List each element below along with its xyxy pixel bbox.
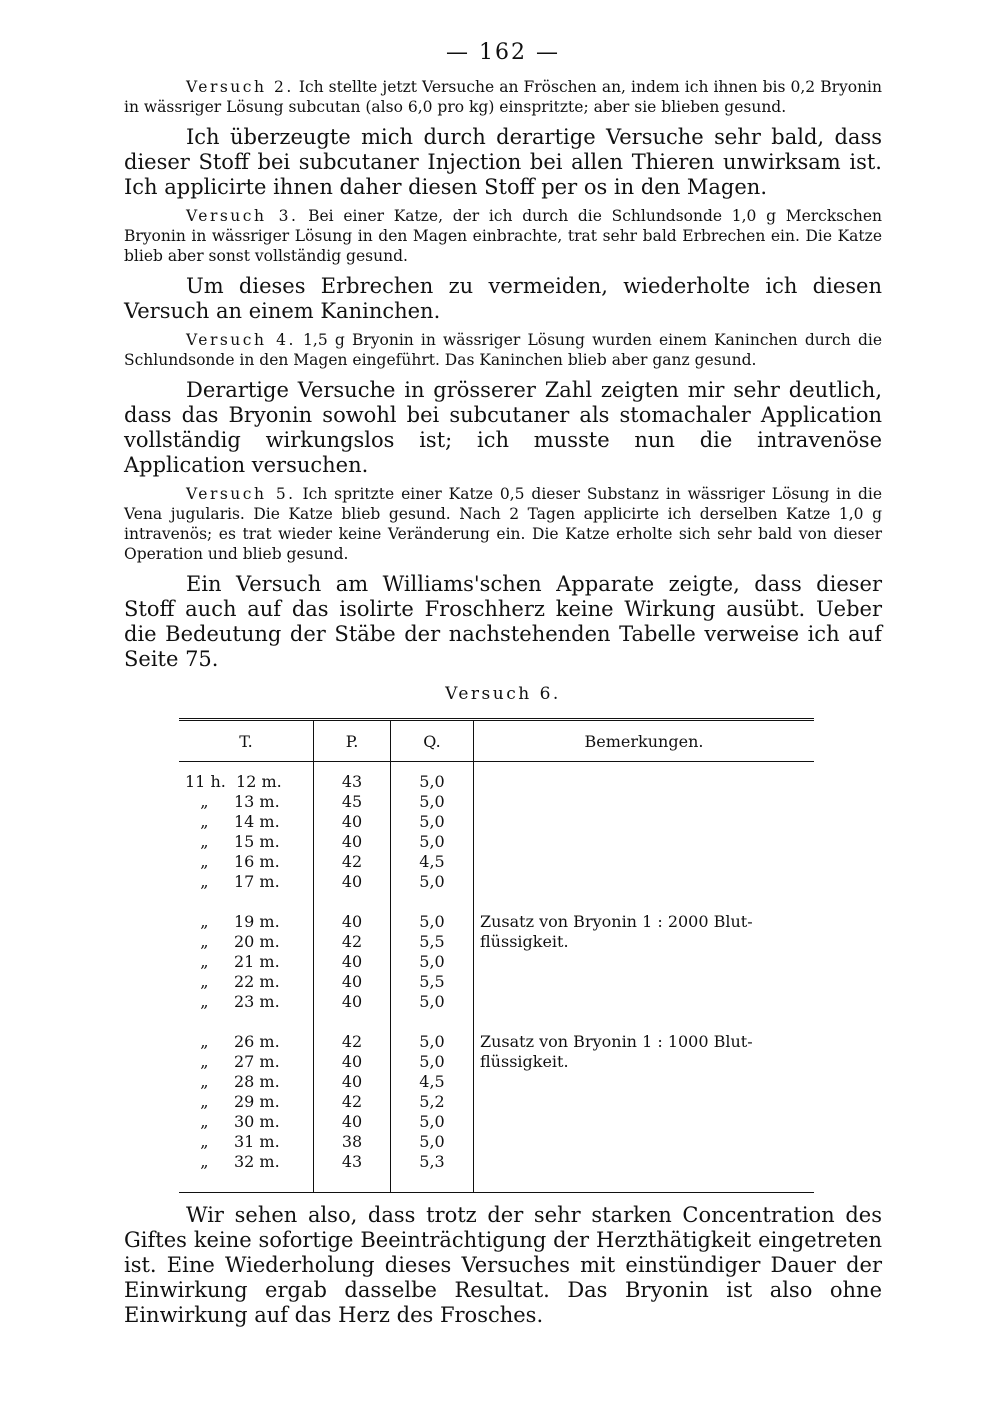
table-row (179, 912, 814, 932)
gap-cell (391, 1012, 474, 1032)
p-cell: 43 (314, 762, 391, 793)
remark-cell (474, 872, 815, 892)
table-row (179, 952, 814, 972)
p-cell: 42 (314, 1032, 391, 1052)
time-cell: „ 31 m. (179, 1132, 314, 1152)
page-number: — 162 — (446, 40, 560, 65)
table-row (179, 872, 814, 892)
p-cell: 43 (314, 1152, 391, 1172)
page (124, 40, 882, 1334)
time-cell: „ 19 m. (179, 912, 314, 932)
p-cell: 40 (314, 832, 391, 852)
paragraph-1: Ich überzeugte mich durch derartige Versuche sehr bald, dass dieser Stoff bei subcutaner Injection bei allen Thieren unwirksam ist. Ich applicirte ihnen daher diesen Stoff per os in den Magen. (124, 125, 882, 199)
p-cell: 38 (314, 1132, 391, 1152)
versuch-2-label: Versuch 2. (186, 78, 294, 96)
q-cell: 5,0 (391, 992, 474, 1012)
table-row (179, 812, 814, 832)
remark-cell: Zusatz von Bryonin 1 : 1000 Blut- (480, 1032, 753, 1051)
q-cell: 5,0 (391, 792, 474, 812)
remark-cell (474, 792, 815, 812)
q-cell: 5,0 (391, 1032, 474, 1052)
versuch-2 (124, 77, 882, 117)
versuch-3-label: Versuch 3. (186, 207, 299, 225)
table-row (179, 832, 814, 852)
p-cell: 45 (314, 792, 391, 812)
p-cell: 42 (314, 852, 391, 872)
rule-cell (314, 1172, 391, 1193)
table-row (179, 1132, 814, 1152)
time-cell: „ 27 m. (179, 1052, 314, 1072)
remark-cell: flüssigkeit. (480, 1052, 569, 1071)
paragraph-2: Um dieses Erbrechen zu vermeiden, wiederholte ich diesen Versuch an einem Kaninchen. (124, 274, 882, 323)
paragraph-3: Derartige Versuche in grösserer Zahl zeigten mir sehr deutlich, dass das Bryonin sowohl bei subcutaner als stomachaler Application vollständig wirkungslos ist; ich musste nun die intravenöse Application versuchen. (124, 378, 882, 477)
table-row (179, 1092, 814, 1112)
paragraph-4: Ein Versuch am Williams'schen Apparate zeigte, dass dieser Stoff auch auf das isolirte Froschherz keine Wirkung ausübt. Ueber die Bedeutung der Stäbe der nachstehenden Tabelle verweise ich auf Seite 75. (124, 572, 882, 671)
versuch-4 (124, 330, 882, 370)
table-body (179, 762, 814, 1193)
versuch-4-label: Versuch 4. (186, 331, 296, 349)
p-cell: 42 (314, 932, 391, 952)
header-t: T. (179, 720, 314, 762)
q-cell: 5,0 (391, 912, 474, 932)
p-cell: 40 (314, 992, 391, 1012)
q-cell: 5,0 (391, 1132, 474, 1152)
paragraph-5: Wir sehen also, dass trotz der sehr starken Concentration des Giftes keine sofortige Beeinträchtigung der Herzthätigkeit eingetreten ist. Eine Wiederholung dieses Versuches mit einstündiger Dauer der Einwirkung ergab dasselbe Resultat. Das Bryonin ist also ohne Einwirkung auf das Herz des Frosches. (124, 1203, 882, 1327)
rule-cell (391, 1172, 474, 1193)
gap-cell (474, 892, 815, 912)
gap-cell (474, 1012, 815, 1032)
remark-cell (474, 1092, 815, 1112)
p-cell: 40 (314, 812, 391, 832)
q-cell: 5,0 (391, 762, 474, 793)
p-cell: 40 (314, 1112, 391, 1132)
time-cell: „ 13 m. (179, 792, 314, 812)
q-cell: 5,0 (391, 872, 474, 892)
header-bemerkungen: Bemerkungen. (474, 720, 815, 762)
table-row (179, 762, 814, 793)
table-row (179, 1152, 814, 1172)
q-cell: 5,2 (391, 1092, 474, 1112)
gap-cell (391, 892, 474, 912)
time-cell: „ 21 m. (179, 952, 314, 972)
q-cell: 5,3 (391, 1152, 474, 1172)
time-cell: „ 15 m. (179, 832, 314, 852)
time-cell: „ 20 m. (179, 932, 314, 952)
time-cell: „ 22 m. (179, 972, 314, 992)
rule-cell (474, 1172, 815, 1193)
data-table (179, 718, 814, 1193)
table-header-row (179, 720, 814, 762)
remark-cell (474, 762, 815, 793)
time-cell: „ 30 m. (179, 1112, 314, 1132)
remark-cell: flüssigkeit. (480, 932, 569, 951)
table-row (179, 972, 814, 992)
q-cell: 5,5 (391, 932, 474, 952)
q-cell: 5,0 (391, 1052, 474, 1072)
table-row (179, 1112, 814, 1132)
remark-cell: Zusatz von Bryonin 1 : 2000 Blut- (480, 912, 753, 931)
table-row (179, 1032, 814, 1052)
time-cell: „ 28 m. (179, 1072, 314, 1092)
versuch-3 (124, 206, 882, 266)
p-cell: 40 (314, 1072, 391, 1092)
q-cell: 5,0 (391, 832, 474, 852)
q-cell: 4,5 (391, 852, 474, 872)
remark-cell (474, 1132, 815, 1152)
table-row (179, 992, 814, 1012)
remark-cell (474, 832, 815, 852)
group-gap (179, 1012, 814, 1032)
gap-cell (179, 1012, 314, 1032)
p-cell: 40 (314, 1052, 391, 1072)
p-cell: 40 (314, 872, 391, 892)
rule-cell (179, 1172, 314, 1193)
p-cell: 40 (314, 912, 391, 932)
versuch-5-label: Versuch 5. (186, 485, 296, 503)
p-cell: 42 (314, 1092, 391, 1112)
q-cell: 4,5 (391, 1072, 474, 1092)
time-cell: 11 h. 12 m. (179, 762, 314, 793)
versuch-5 (124, 484, 882, 564)
time-cell: „ 16 m. (179, 852, 314, 872)
versuch-3-text: Bei einer Katze, der ich durch die Schlundsonde 1,0 g Merckschen Bryonin in wässriger Lösung in den Magen einbrachte, trat sehr bald Erbrechen ein. Die Katze blieb aber sonst vollständig gesund. (124, 207, 883, 265)
q-cell: 5,0 (391, 952, 474, 972)
table-caption: Versuch 6. (445, 684, 561, 704)
table-row (179, 1052, 814, 1072)
versuch-2-text: Ich stellte jetzt Versuche an Fröschen an, indem ich ihnen bis 0,2 Bryonin in wässriger Lösung subcutan (also 6,0 pro kg) einspritzte; aber sie blieben gesund. (124, 78, 883, 116)
remark-cell (474, 812, 815, 832)
table-bottom-rule (179, 1172, 814, 1193)
table-row (179, 852, 814, 872)
gap-cell (314, 1012, 391, 1032)
time-cell: „ 14 m. (179, 812, 314, 832)
gap-cell (179, 892, 314, 912)
remark-cell (474, 972, 815, 992)
remark-cell (474, 992, 815, 1012)
time-cell: „ 29 m. (179, 1092, 314, 1112)
remark-cell (474, 952, 815, 972)
time-cell: „ 23 m. (179, 992, 314, 1012)
header-p: P. (314, 720, 391, 762)
versuch-4-text: 1,5 g Bryonin in wässriger Lösung wurden einem Kaninchen durch die Schlundsonde in den Magen eingeführt. Das Kaninchen blieb aber ganz gesund. (124, 331, 883, 369)
p-cell: 40 (314, 972, 391, 992)
time-cell: „ 32 m. (179, 1152, 314, 1172)
group-gap (179, 892, 814, 912)
remark-cell (474, 1152, 815, 1172)
q-cell: 5,0 (391, 812, 474, 832)
table-row (179, 932, 814, 952)
time-cell: „ 17 m. (179, 872, 314, 892)
header-q: Q. (391, 720, 474, 762)
remark-cell (474, 852, 815, 872)
gap-cell (314, 892, 391, 912)
table-row (179, 792, 814, 812)
p-cell: 40 (314, 952, 391, 972)
time-cell: „ 26 m. (179, 1032, 314, 1052)
q-cell: 5,5 (391, 972, 474, 992)
table-row (179, 1072, 814, 1092)
remark-cell (474, 1072, 815, 1092)
remark-cell (474, 1112, 815, 1132)
q-cell: 5,0 (391, 1112, 474, 1132)
versuch-5-text: Ich spritzte einer Katze 0,5 dieser Substanz in wässriger Lösung in die Vena jugularis. Die Katze blieb gesund. Nach 2 Tagen applicirte ich derselben Katze 1,0 g intravenös; es trat wieder keine Veränderung ein. Die Katze erholte sich sehr bald von dieser Operation und blieb gesund. (124, 485, 883, 563)
